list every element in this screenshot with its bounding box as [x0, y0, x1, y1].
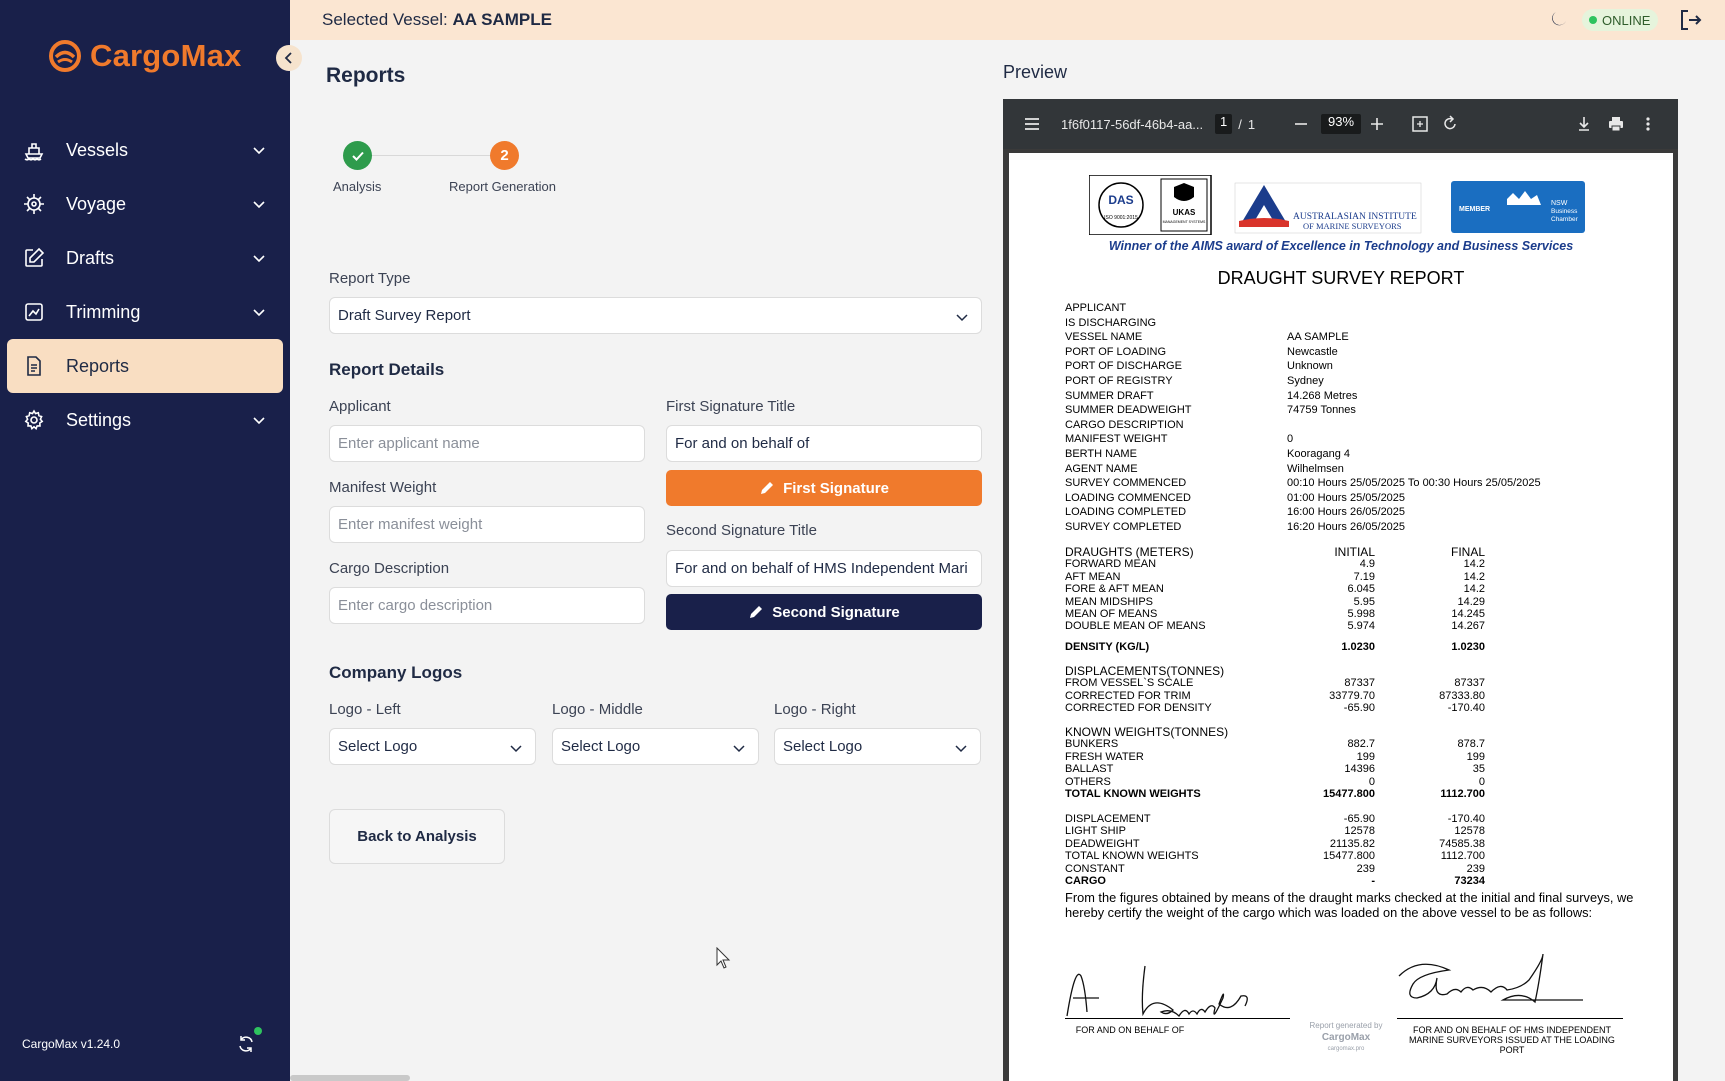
sidebar-nav	[7, 123, 283, 447]
report-field-row	[1065, 330, 1625, 345]
logo-right-label: Logo - Right	[774, 701, 856, 718]
chevron-down-icon	[732, 741, 746, 755]
sidebar-item-voyage[interactable]	[7, 177, 283, 231]
report-table-heading-text: DISPLACEMENTS(TONNES)	[1065, 664, 1225, 678]
svg-text:MANAGEMENT SYSTEMS: MANAGEMENT SYSTEMS	[1162, 220, 1206, 224]
report-field-row	[1065, 447, 1625, 462]
report-field-row	[1065, 359, 1625, 374]
second-signature-button[interactable]	[666, 594, 982, 630]
sidebar-item-vessels[interactable]	[7, 123, 283, 177]
chevron-down-icon	[251, 196, 267, 212]
report-table-initial-header: INITIAL	[1334, 545, 1375, 559]
report-table-initial: -	[1371, 875, 1375, 888]
pdf-file-name: 1f6f0117-56df-46b4-aa...	[1061, 116, 1204, 132]
report-field-value: Kooragang 4	[1287, 447, 1350, 460]
report-table-key: DISPLACEMENT	[1065, 813, 1151, 825]
report-table-final: 0	[1478, 775, 1485, 788]
edit-icon	[22, 246, 46, 270]
report-table-final: 239	[1466, 862, 1485, 875]
report-table-key: CORRECTED FOR TRIM	[1065, 689, 1191, 702]
zoom-level[interactable]	[1321, 113, 1361, 135]
gear-icon	[22, 408, 46, 432]
report-table-key: FRESH WATER	[1065, 750, 1144, 763]
report-field-value: Sydney	[1287, 374, 1324, 387]
report-table-final: 87337	[1454, 677, 1485, 690]
sidebar-item-settings[interactable]	[7, 393, 283, 447]
report-table-key: MEAN MIDSHIPS	[1065, 595, 1154, 608]
cargomax-logo-icon	[48, 39, 82, 73]
report-table-row	[1065, 850, 1505, 862]
logo-left-value: Select Logo	[338, 738, 418, 755]
generated-by-brand: CargoMax	[1321, 1032, 1371, 1043]
report-field-key: PORT OF DISCHARGE	[1065, 360, 1182, 373]
logo-left-select[interactable]	[329, 728, 536, 765]
chevron-down-icon	[955, 310, 969, 324]
selected-vessel-prefix: Selected Vessel:	[322, 10, 448, 29]
report-table-row	[1065, 825, 1505, 837]
report-field-row	[1065, 520, 1625, 535]
report-table-initial: 7.19	[1353, 570, 1375, 583]
chevron-down-icon	[954, 741, 968, 755]
report-table-final: -170.40	[1447, 813, 1485, 825]
report-field-key: SURVEY COMPLETED	[1065, 520, 1182, 533]
report-field-key: SURVEY COMMENCED	[1065, 477, 1187, 490]
report-table-key: DEADWEIGHT	[1065, 837, 1140, 850]
report-table-key: MEAN OF MEANS	[1065, 608, 1158, 621]
report-field-key: LOADING COMMENCED	[1065, 491, 1191, 504]
report-header-fields	[1065, 301, 1625, 535]
draughts-table	[1065, 546, 1505, 633]
report-field-value: 14.268 Metres	[1287, 389, 1358, 402]
signature-right-caption: FOR AND ON BEHALF OF HMS INDEPENDENT MARINE SURVEYORS ISSUED AT THE LOADING PORT	[1409, 1025, 1615, 1055]
displacements-table	[1065, 665, 1505, 715]
cargo-description-label: Cargo Description	[329, 560, 450, 577]
report-field-row	[1065, 462, 1625, 477]
rotate-icon[interactable]	[1441, 113, 1459, 135]
report-table-row	[1065, 702, 1505, 714]
download-icon[interactable]	[1576, 113, 1592, 135]
report-field-row	[1065, 316, 1625, 331]
report-table-key: TOTAL KNOWN WEIGHTS	[1065, 788, 1201, 801]
report-table-row	[1065, 558, 1505, 570]
report-table-initial: 4.9	[1359, 558, 1375, 571]
generated-by-text: Report generated by	[1309, 1021, 1383, 1030]
report-table-row	[1065, 838, 1505, 850]
report-table-initial: 1.0230	[1341, 641, 1375, 653]
report-field-key: MANIFEST WEIGHT	[1065, 433, 1168, 446]
report-table-initial: 21135.82	[1329, 837, 1375, 850]
report-table-initial: -65.90	[1343, 813, 1375, 825]
more-options-icon[interactable]	[1643, 113, 1653, 135]
app-version: CargoMax v1.24.0	[22, 1037, 121, 1051]
logo-left-label: Logo - Left	[329, 701, 401, 718]
report-table-initial: 15477.800	[1323, 788, 1375, 801]
report-table-final: 35	[1472, 763, 1485, 776]
report-icon	[22, 354, 46, 378]
report-field-row	[1065, 389, 1625, 404]
report-type-select[interactable]	[329, 297, 982, 334]
svg-text:OF MARINE SURVEYORS: OF MARINE SURVEYORS	[1303, 221, 1402, 231]
report-table-row	[1065, 571, 1505, 583]
selected-vessel-name: AA SAMPLE	[452, 10, 552, 29]
sidebar	[0, 0, 290, 1081]
report-table-key: AFT MEAN	[1065, 570, 1121, 583]
svg-text:Business: Business	[1551, 208, 1578, 215]
signature-left-caption: FOR AND ON BEHALF OF	[1075, 1025, 1185, 1035]
ship-icon	[22, 138, 46, 162]
page-input[interactable]: 1	[1215, 114, 1232, 134]
known-weights-table	[1065, 726, 1505, 800]
cargo-description-input[interactable]: Enter cargo description	[329, 587, 645, 624]
second-signature-title-label: Second Signature Title	[666, 522, 817, 539]
density-table	[1065, 641, 1505, 653]
second-signature-button-label: Second Signature	[772, 603, 900, 621]
report-table-key: TOTAL KNOWN WEIGHTS	[1065, 850, 1199, 863]
report-table-final: 14.29	[1457, 595, 1485, 608]
report-table-initial: 5.974	[1347, 620, 1375, 633]
manifest-weight-label: Manifest Weight	[329, 479, 437, 496]
sidebar-item-drafts[interactable]	[7, 231, 283, 285]
sidebar-item-reports[interactable]	[7, 339, 283, 393]
report-table-final: 14.2	[1463, 570, 1485, 583]
report-field-value: 16:20 Hours 26/05/2025	[1287, 520, 1406, 533]
report-table-initial: 87337	[1344, 677, 1375, 690]
report-table-final: -170.40	[1447, 702, 1485, 715]
report-field-value: 74759 Tonnes	[1287, 404, 1356, 417]
logo-middle-label: Logo - Middle	[552, 701, 643, 718]
brand-name: CargoMax	[90, 38, 242, 73]
report-table-row	[1065, 608, 1505, 620]
report-table-initial: 5.998	[1347, 608, 1375, 621]
pdf-page	[1009, 153, 1673, 1081]
report-table-final: 14.245	[1451, 608, 1485, 621]
report-table-key: DENSITY (KG/L)	[1065, 641, 1150, 653]
report-table-key: CORRECTED FOR DENSITY	[1065, 702, 1212, 715]
fit-page-icon[interactable]	[1411, 113, 1429, 135]
applicant-label: Applicant	[329, 398, 391, 415]
report-field-row	[1065, 403, 1625, 418]
report-field-key: AGENT NAME	[1065, 462, 1138, 475]
selected-vessel	[322, 10, 552, 30]
report-field-row	[1065, 476, 1625, 491]
horizontal-scrollbar[interactable]	[290, 1075, 410, 1081]
logo-right-select[interactable]	[774, 728, 981, 765]
report-table-row	[1065, 677, 1505, 689]
svg-text:UKAS: UKAS	[1172, 208, 1196, 217]
report-field-key: LOADING COMPLETED	[1065, 506, 1187, 519]
award-text: Winner of the AIMS award of Excellence in Technology and Business Services	[1108, 239, 1574, 253]
report-table-final-header: FINAL	[1450, 545, 1485, 559]
report-table-row	[1065, 596, 1505, 608]
report-table-initial: 239	[1356, 862, 1375, 875]
signature-left-image	[1065, 960, 1290, 1020]
report-table-header	[1065, 546, 1505, 558]
report-field-key: IS DISCHARGING	[1065, 316, 1157, 329]
report-table-initial: 199	[1356, 750, 1375, 763]
second-signature-title-input[interactable]: For and on behalf of HMS Independent Mari	[666, 550, 982, 587]
logo-middle-select[interactable]	[552, 728, 759, 765]
first-signature-title-input[interactable]: For and on behalf of	[666, 425, 982, 462]
report-table-initial: 0	[1368, 775, 1375, 788]
chevron-down-icon	[509, 741, 523, 755]
report-type-label: Report Type	[329, 270, 411, 287]
report-field-value: 16:00 Hours 26/05/2025	[1287, 506, 1406, 519]
summary-table	[1065, 813, 1505, 887]
report-table-final: 1112.700	[1440, 850, 1485, 863]
report-table-key: DOUBLE MEAN OF MEANS	[1065, 620, 1206, 633]
signature-left-line	[1065, 1018, 1290, 1019]
print-icon[interactable]	[1607, 113, 1625, 135]
report-table-key: FORWARD MEAN	[1065, 558, 1157, 571]
zoom-out-icon[interactable]	[1293, 113, 1309, 135]
pencil-icon	[748, 604, 764, 620]
back-to-analysis-button[interactable]: Back to Analysis	[329, 809, 505, 864]
chevron-down-icon	[251, 304, 267, 320]
preview-title: Preview	[1003, 62, 1068, 82]
chevron-left-icon	[282, 51, 296, 65]
generated-by-url: cargomax.pro	[1327, 1046, 1365, 1052]
report-field-value: 01:00 Hours 25/05/2025	[1287, 491, 1406, 504]
report-table-initial: 14396	[1344, 763, 1375, 776]
svg-text:DAS: DAS	[1108, 193, 1134, 207]
step-report-generation[interactable]: 2	[490, 141, 519, 170]
sync-icon[interactable]	[236, 1034, 256, 1054]
report-field-key: PORT OF LOADING	[1065, 345, 1167, 358]
pdf-toolbar	[1003, 99, 1678, 149]
report-header-logos	[1089, 175, 1589, 235]
report-table-row	[1065, 763, 1505, 775]
report-field-row	[1065, 374, 1625, 389]
report-details-title: Report Details	[329, 360, 445, 379]
sidebar-item-label: Settings	[66, 409, 132, 430]
chevron-down-icon	[251, 250, 267, 266]
report-field-row	[1065, 491, 1625, 506]
first-signature-button[interactable]	[666, 470, 982, 506]
report-field-value: 00:10 Hours 25/05/2025 To 00:30 Hours 25/05/2025	[1287, 477, 1541, 490]
trim-chart-icon	[22, 300, 46, 324]
report-table-row	[1065, 641, 1505, 653]
report-table-initial: 5.95	[1353, 595, 1375, 608]
svg-text:NSW: NSW	[1551, 200, 1568, 207]
online-status-badge: ONLINE	[1582, 9, 1658, 31]
signature-right-image	[1397, 954, 1623, 1016]
stepper	[326, 140, 586, 200]
mouse-cursor-icon	[716, 947, 732, 969]
report-field-value: Unknown	[1287, 360, 1333, 373]
report-field-key: SUMMER DEADWEIGHT	[1065, 404, 1192, 417]
report-table-final: 12578	[1454, 825, 1485, 838]
first-signature-button-label: First Signature	[783, 479, 889, 497]
generated-by-stamp	[1291, 1021, 1401, 1052]
report-table-heading	[1065, 665, 1505, 677]
report-table-heading	[1065, 726, 1505, 738]
report-field-key: VESSEL NAME	[1065, 331, 1143, 344]
chevron-down-icon	[251, 412, 267, 428]
report-table-final: 1.0230	[1451, 641, 1485, 653]
manifest-weight-input[interactable]: Enter manifest weight	[329, 506, 645, 543]
company-logos-title: Company Logos	[329, 663, 463, 682]
step-label: Analysis	[333, 179, 382, 194]
report-table-initial: 882.7	[1347, 738, 1375, 751]
report-table-key: FORE & AFT MEAN	[1065, 583, 1164, 596]
pencil-icon	[759, 480, 775, 496]
report-table-final: 73234	[1454, 875, 1485, 888]
stepper-connector	[356, 155, 504, 156]
report-field-value: AA SAMPLE	[1287, 331, 1349, 344]
sidebar-item-label: Vessels	[66, 139, 129, 160]
sidebar-item-label: Trimming	[66, 301, 141, 322]
report-table-final: 87333.80	[1439, 689, 1485, 702]
svg-text:Chamber: Chamber	[1551, 216, 1578, 223]
svg-text:ISO 9001:2015: ISO 9001:2015	[1104, 215, 1138, 221]
report-table-initial: 6.045	[1347, 583, 1375, 596]
report-table-key: OTHERS	[1065, 775, 1111, 788]
first-signature-title-label: First Signature Title	[666, 398, 796, 415]
report-table-initial: -65.90	[1343, 702, 1375, 715]
top-bar	[290, 0, 1725, 40]
report-table-key: CONSTANT	[1065, 862, 1125, 875]
step-analysis[interactable]	[343, 141, 372, 170]
report-table-key: FROM VESSEL`S SCALE	[1065, 677, 1194, 690]
brand[interactable]	[48, 38, 241, 74]
report-field-row	[1065, 432, 1625, 447]
report-field-key: SUMMER DRAFT	[1065, 389, 1154, 402]
svg-text:MEMBER: MEMBER	[1459, 206, 1491, 213]
report-table-final: 199	[1466, 750, 1485, 763]
svg-text:AUSTRALASIAN INSTITUTE: AUSTRALASIAN INSTITUTE	[1293, 212, 1417, 222]
report-table-final: 14.2	[1463, 583, 1485, 596]
report-table-heading-text: DRAUGHTS (METERS)	[1065, 545, 1194, 559]
report-table-row	[1065, 620, 1505, 632]
report-table-key: BUNKERS	[1065, 738, 1119, 751]
signature-right-line	[1397, 1018, 1623, 1019]
report-table-row	[1065, 813, 1505, 825]
report-field-value: Newcastle	[1287, 345, 1338, 358]
pdf-viewer	[1003, 99, 1678, 1081]
applicant-input[interactable]: Enter applicant name	[329, 425, 645, 462]
certification-text: From the figures obtained by means of the draught marks checked at the initial and final surveys, we hereby certify the weight of the cargo which was loaded on the above vessel to be as follows:	[1065, 890, 1634, 920]
report-field-value: Wilhelmsen	[1287, 462, 1344, 475]
report-field-value: 0	[1287, 433, 1294, 446]
report-table-row	[1065, 738, 1505, 750]
report-table-row	[1065, 875, 1505, 887]
report-table-row	[1065, 863, 1505, 875]
report-table-key: BALLAST	[1065, 763, 1114, 776]
sidebar-item-label: Voyage	[66, 193, 127, 214]
collapse-sidebar-button[interactable]	[276, 45, 302, 71]
report-table-row	[1065, 776, 1505, 788]
report-table-final: 1112.700	[1440, 788, 1485, 801]
zoom-value: 93%	[1321, 114, 1361, 134]
report-table-initial: 33779.70	[1329, 689, 1375, 702]
sidebar-item-label: Drafts	[66, 247, 115, 268]
report-title: DRAUGHT SURVEY REPORT	[1217, 268, 1465, 288]
report-field-row	[1065, 345, 1625, 360]
report-field-row	[1065, 418, 1625, 433]
page-title: Reports	[326, 64, 406, 87]
sidebar-item-trimming[interactable]	[7, 285, 283, 339]
report-table-row	[1065, 751, 1505, 763]
report-field-key: APPLICANT	[1065, 302, 1127, 314]
report-table-initial: 12578	[1344, 825, 1375, 838]
logo-middle-value: Select Logo	[561, 738, 641, 755]
ship-wheel-icon	[22, 192, 46, 216]
report-table-final: 878.7	[1457, 738, 1485, 751]
zoom-in-icon[interactable]	[1369, 113, 1385, 135]
moon-icon[interactable]	[1547, 10, 1567, 30]
report-field-key: CARGO DESCRIPTION	[1065, 418, 1184, 431]
page-indicator	[1215, 113, 1255, 135]
report-field-row	[1065, 301, 1625, 316]
report-table-final: 74585.38	[1439, 837, 1485, 850]
step-label: Report Generation	[449, 179, 556, 194]
report-table-final: 14.267	[1451, 620, 1485, 633]
logout-icon[interactable]	[1677, 7, 1703, 33]
logo-right-value: Select Logo	[783, 738, 863, 755]
page-total: 1	[1247, 116, 1256, 132]
report-field-row	[1065, 505, 1625, 520]
check-icon	[351, 149, 365, 163]
report-field-key: BERTH NAME	[1065, 447, 1137, 460]
page-separator: /	[1238, 116, 1242, 132]
report-table-row	[1065, 583, 1505, 595]
report-type-value: Draft Survey Report	[338, 307, 471, 324]
report-table-row	[1065, 788, 1505, 800]
report-field-key: PORT OF REGISTRY	[1065, 374, 1173, 387]
report-table-final: 14.2	[1463, 558, 1485, 571]
report-table-heading-text: KNOWN WEIGHTS(TONNES)	[1065, 725, 1229, 739]
report-table-key: LIGHT SHIP	[1065, 825, 1126, 838]
report-table-key: CARGO	[1065, 875, 1106, 888]
report-table-row	[1065, 690, 1505, 702]
chevron-down-icon	[251, 142, 267, 158]
menu-icon[interactable]	[1023, 113, 1041, 135]
sync-status-dot	[254, 1027, 262, 1035]
report-table-initial: 15477.800	[1323, 850, 1375, 863]
sidebar-item-label: Reports	[66, 355, 130, 376]
